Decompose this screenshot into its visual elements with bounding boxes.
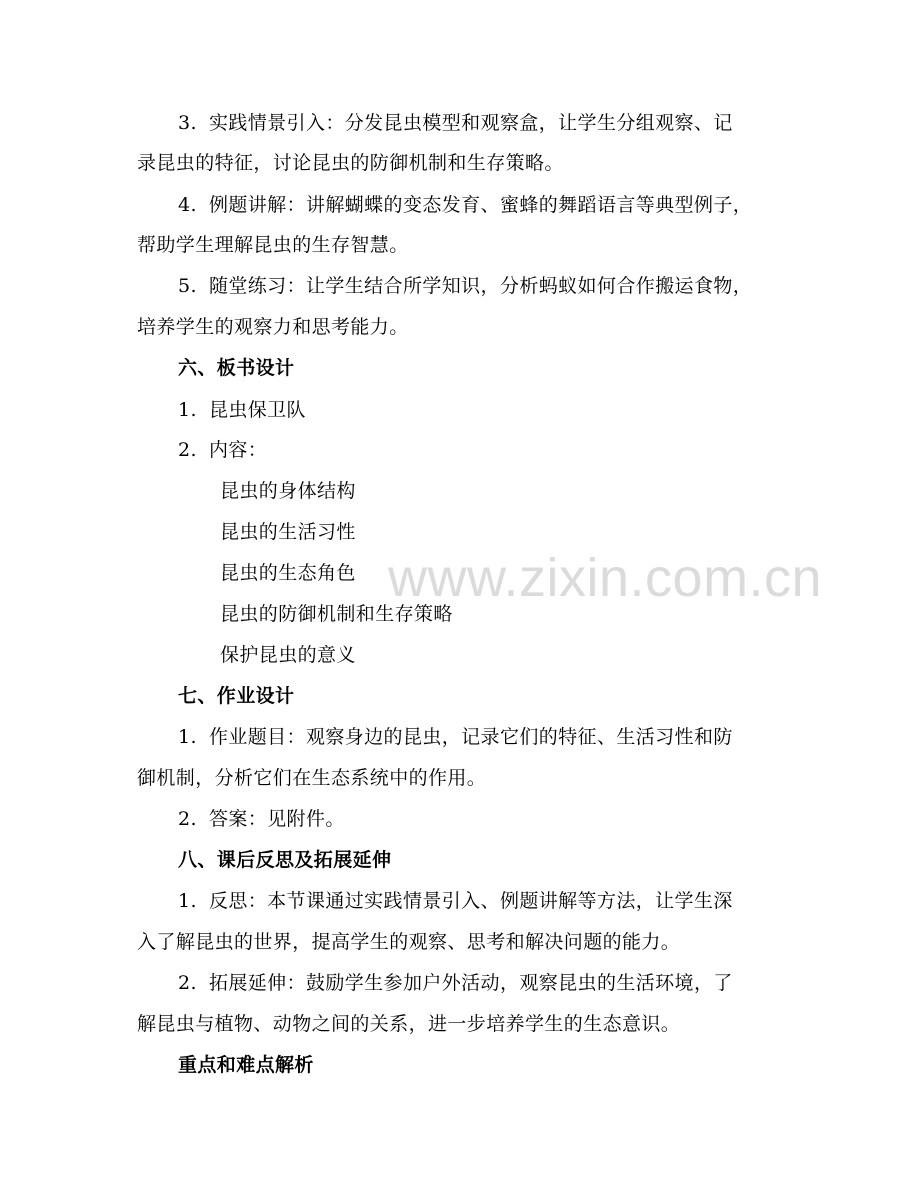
final-heading: 重点和难点解析 [178,1054,314,1076]
section-8-item-1-line-1 [178,889,733,913]
board-content-item: 昆虫的身体结构 [220,480,356,502]
paragraph-5-number: 5. [178,275,197,297]
section-7-item-2-text: 答案：见附件。 [208,808,345,830]
section-6-item-1-number: 1. [178,399,197,421]
section-7-item-2 [178,807,345,831]
section-6-heading: 六、板书设计 [178,357,295,379]
paragraph-5-line-2: 培养学生的观察力和思考能力。 [137,316,409,338]
paragraph-3-number: 3. [178,112,197,134]
board-content-item: 昆虫的防御机制和生存策略 [220,603,453,625]
section-8-item-2-line-2: 解昆虫与植物、动物之间的关系，进一步培养学生的生态意识。 [137,1013,681,1035]
watermark: www.zixin.com.cn [388,548,823,608]
section-7-item-1-text: 作业题目：观察身边的昆虫，记录它们的特征、生活习性和防 [208,726,733,748]
section-8-item-2-line-1 [178,971,733,995]
section-7-item-1-line-1 [178,725,733,749]
section-6-item-2 [178,438,267,462]
board-content-item: 昆虫的生活习性 [220,521,356,543]
section-6-item-2-text: 内容： [208,439,268,461]
paragraph-5-text: 随堂练习：让学生结合所学知识，分析蚂蚁如何合作搬运食物， [208,275,753,297]
paragraph-5-line-1 [178,274,752,298]
section-8-heading: 八、课后反思及拓展延伸 [178,849,392,871]
paragraph-4-line-2: 帮助学生理解昆虫的生存智慧。 [137,234,409,256]
section-8-item-2-text: 拓展延伸：鼓励学生参加户外活动，观察昆虫的生活环境，了 [208,972,733,994]
section-6-item-2-number: 2. [178,439,197,461]
section-8-item-1-text: 反思：本节课通过实践情景引入、例题讲解等方法，让学生深 [208,890,733,912]
paragraph-3-line-1 [178,111,733,135]
section-8-item-1-line-2: 入了解昆虫的世界，提高学生的观察、思考和解决问题的能力。 [137,931,681,953]
board-content-item: 保护昆虫的意义 [220,644,356,666]
paragraph-3-text: 实践情景引入：分发昆虫模型和观察盒，让学生分组观察、记 [208,112,733,134]
section-7-item-2-number: 2. [178,808,197,830]
section-7-item-1-line-2: 御机制，分析它们在生态系统中的作用。 [137,767,487,789]
paragraph-3-line-2: 录昆虫的特征，讨论昆虫的防御机制和生存策略。 [137,152,564,174]
paragraph-4-text: 例题讲解：讲解蝴蝶的变态发育、蜜蜂的舞蹈语言等典型例子， [208,194,753,216]
paragraph-4-number: 4. [178,194,197,216]
section-8-item-2-number: 2. [178,972,197,994]
section-8-item-1-number: 1. [178,890,197,912]
section-7-item-1-number: 1. [178,726,197,748]
paragraph-4-line-1 [178,193,752,217]
section-6-item-1 [178,398,306,422]
section-6-item-1-text: 昆虫保卫队 [208,399,306,421]
board-content-item: 昆虫的生态角色 [220,562,356,584]
section-7-heading: 七、作业设计 [178,685,295,707]
